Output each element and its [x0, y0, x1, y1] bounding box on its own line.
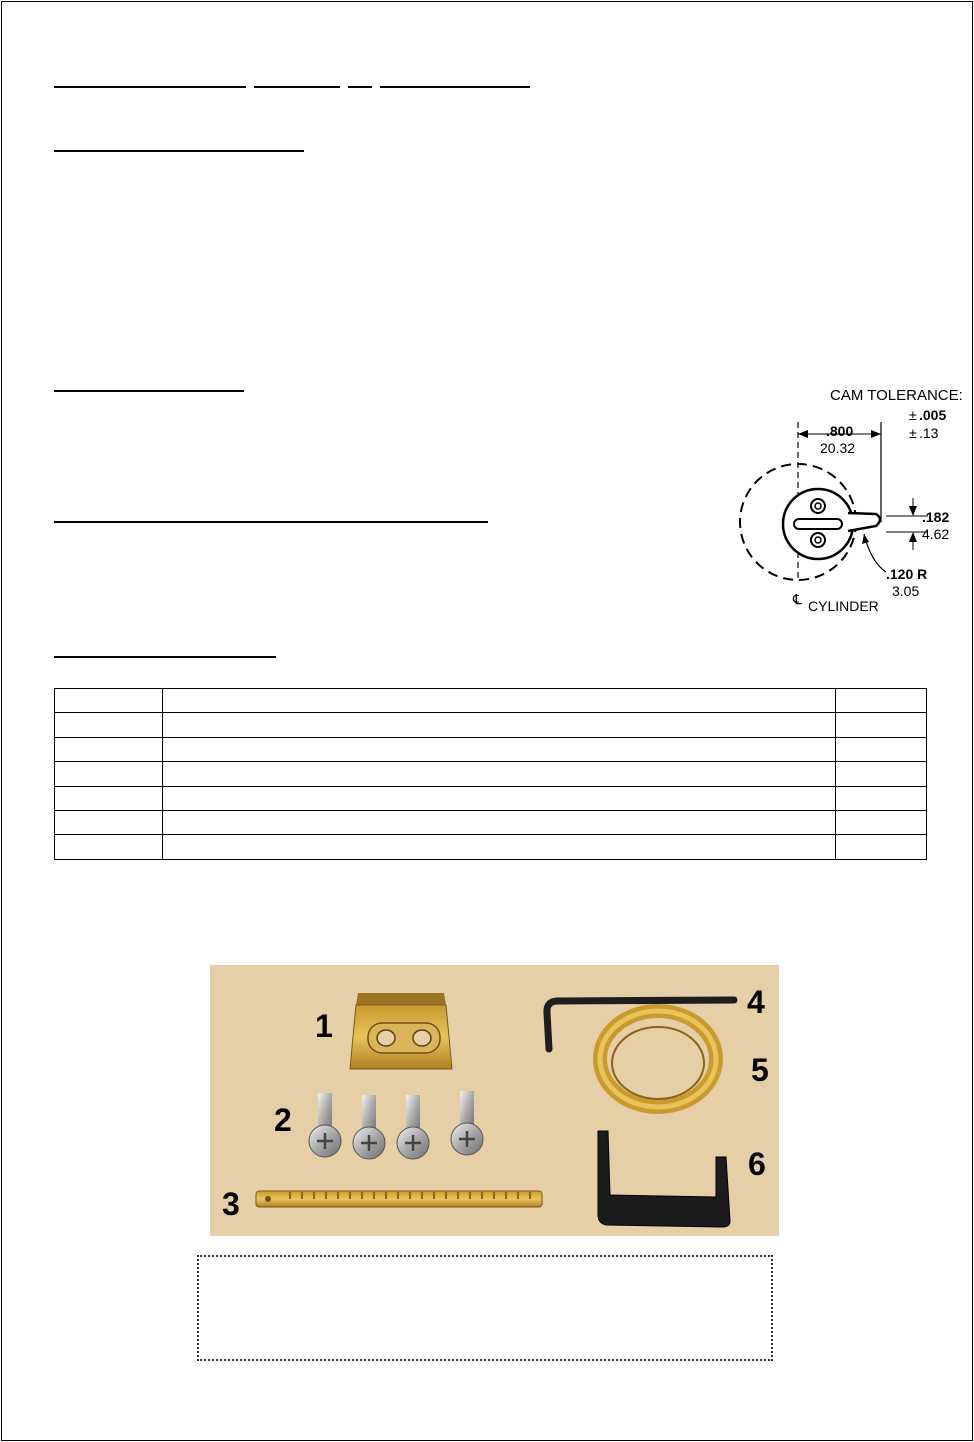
callout-4: 4 — [747, 984, 765, 1020]
table-cell — [55, 737, 163, 761]
tolerance-mm: .13 — [919, 425, 939, 441]
table-cell — [55, 786, 163, 810]
arrow-up-icon — [909, 532, 917, 542]
table-cell — [836, 810, 927, 834]
centerline-icon: ℄ — [793, 591, 802, 607]
parts-table — [54, 688, 927, 860]
cam-tolerance-diagram — [736, 382, 972, 620]
table-cell — [836, 713, 927, 737]
callout-5: 5 — [751, 1052, 769, 1088]
cam-lobe — [848, 513, 880, 531]
note-box — [197, 1255, 773, 1361]
table-row — [55, 810, 927, 834]
height-mm: 4.62 — [922, 526, 950, 542]
section-heading-underline-3 — [54, 521, 488, 523]
width-mm: 20.32 — [820, 440, 856, 456]
table-cell — [162, 810, 835, 834]
table-cell — [162, 786, 835, 810]
arrow-right-icon — [871, 430, 881, 438]
section-heading-underline-1 — [54, 150, 304, 152]
table-row — [55, 713, 927, 737]
callout-2: 2 — [274, 1102, 292, 1138]
radius-mm: 3.05 — [892, 583, 920, 599]
part-1-strike-plate — [350, 993, 452, 1069]
callout-6: 6 — [748, 1146, 766, 1182]
callout-1: 1 — [315, 1008, 333, 1044]
table-cell — [836, 762, 927, 786]
table-cell — [55, 835, 163, 859]
cylinder-label: CYLINDER — [808, 598, 879, 614]
table-row — [55, 835, 927, 859]
table-cell — [55, 713, 163, 737]
width-in: .800 — [826, 423, 854, 439]
table-cell — [836, 835, 927, 859]
section-heading-underline-4 — [54, 656, 276, 658]
plus-minus-icon: ± — [909, 425, 917, 441]
cam-slot — [794, 519, 842, 529]
section-heading-underline-2 — [54, 390, 244, 392]
table-row — [55, 737, 927, 761]
parts-photo — [210, 965, 779, 1236]
part-3-rack-bar — [256, 1191, 542, 1207]
table-cell — [55, 810, 163, 834]
table-cell — [162, 737, 835, 761]
arrow-down-icon — [909, 506, 917, 516]
table-cell — [162, 835, 835, 859]
table-cell — [836, 737, 927, 761]
table-cell — [55, 689, 163, 713]
height-in: .182 — [922, 509, 950, 525]
table-row — [55, 689, 927, 713]
title-underline-2 — [254, 86, 340, 88]
table-row — [55, 762, 927, 786]
table-cell — [162, 713, 835, 737]
table-cell — [55, 762, 163, 786]
plus-minus-icon: ± — [909, 407, 917, 423]
table-cell — [162, 762, 835, 786]
table-cell — [836, 786, 927, 810]
tolerance-in: .005 — [919, 407, 947, 423]
cam-tolerance-label: CAM TOLERANCE: — [830, 387, 963, 404]
title-underline-1 — [54, 86, 246, 88]
radius-in: .120 R — [886, 566, 928, 582]
title-underline-3 — [348, 86, 372, 88]
table-row — [55, 786, 927, 810]
table-cell — [162, 689, 835, 713]
arrow-left-icon — [798, 430, 808, 438]
callout-3: 3 — [222, 1186, 240, 1222]
title-underline-4 — [380, 86, 530, 88]
arrow-up-icon — [862, 534, 869, 544]
table-cell — [836, 689, 927, 713]
